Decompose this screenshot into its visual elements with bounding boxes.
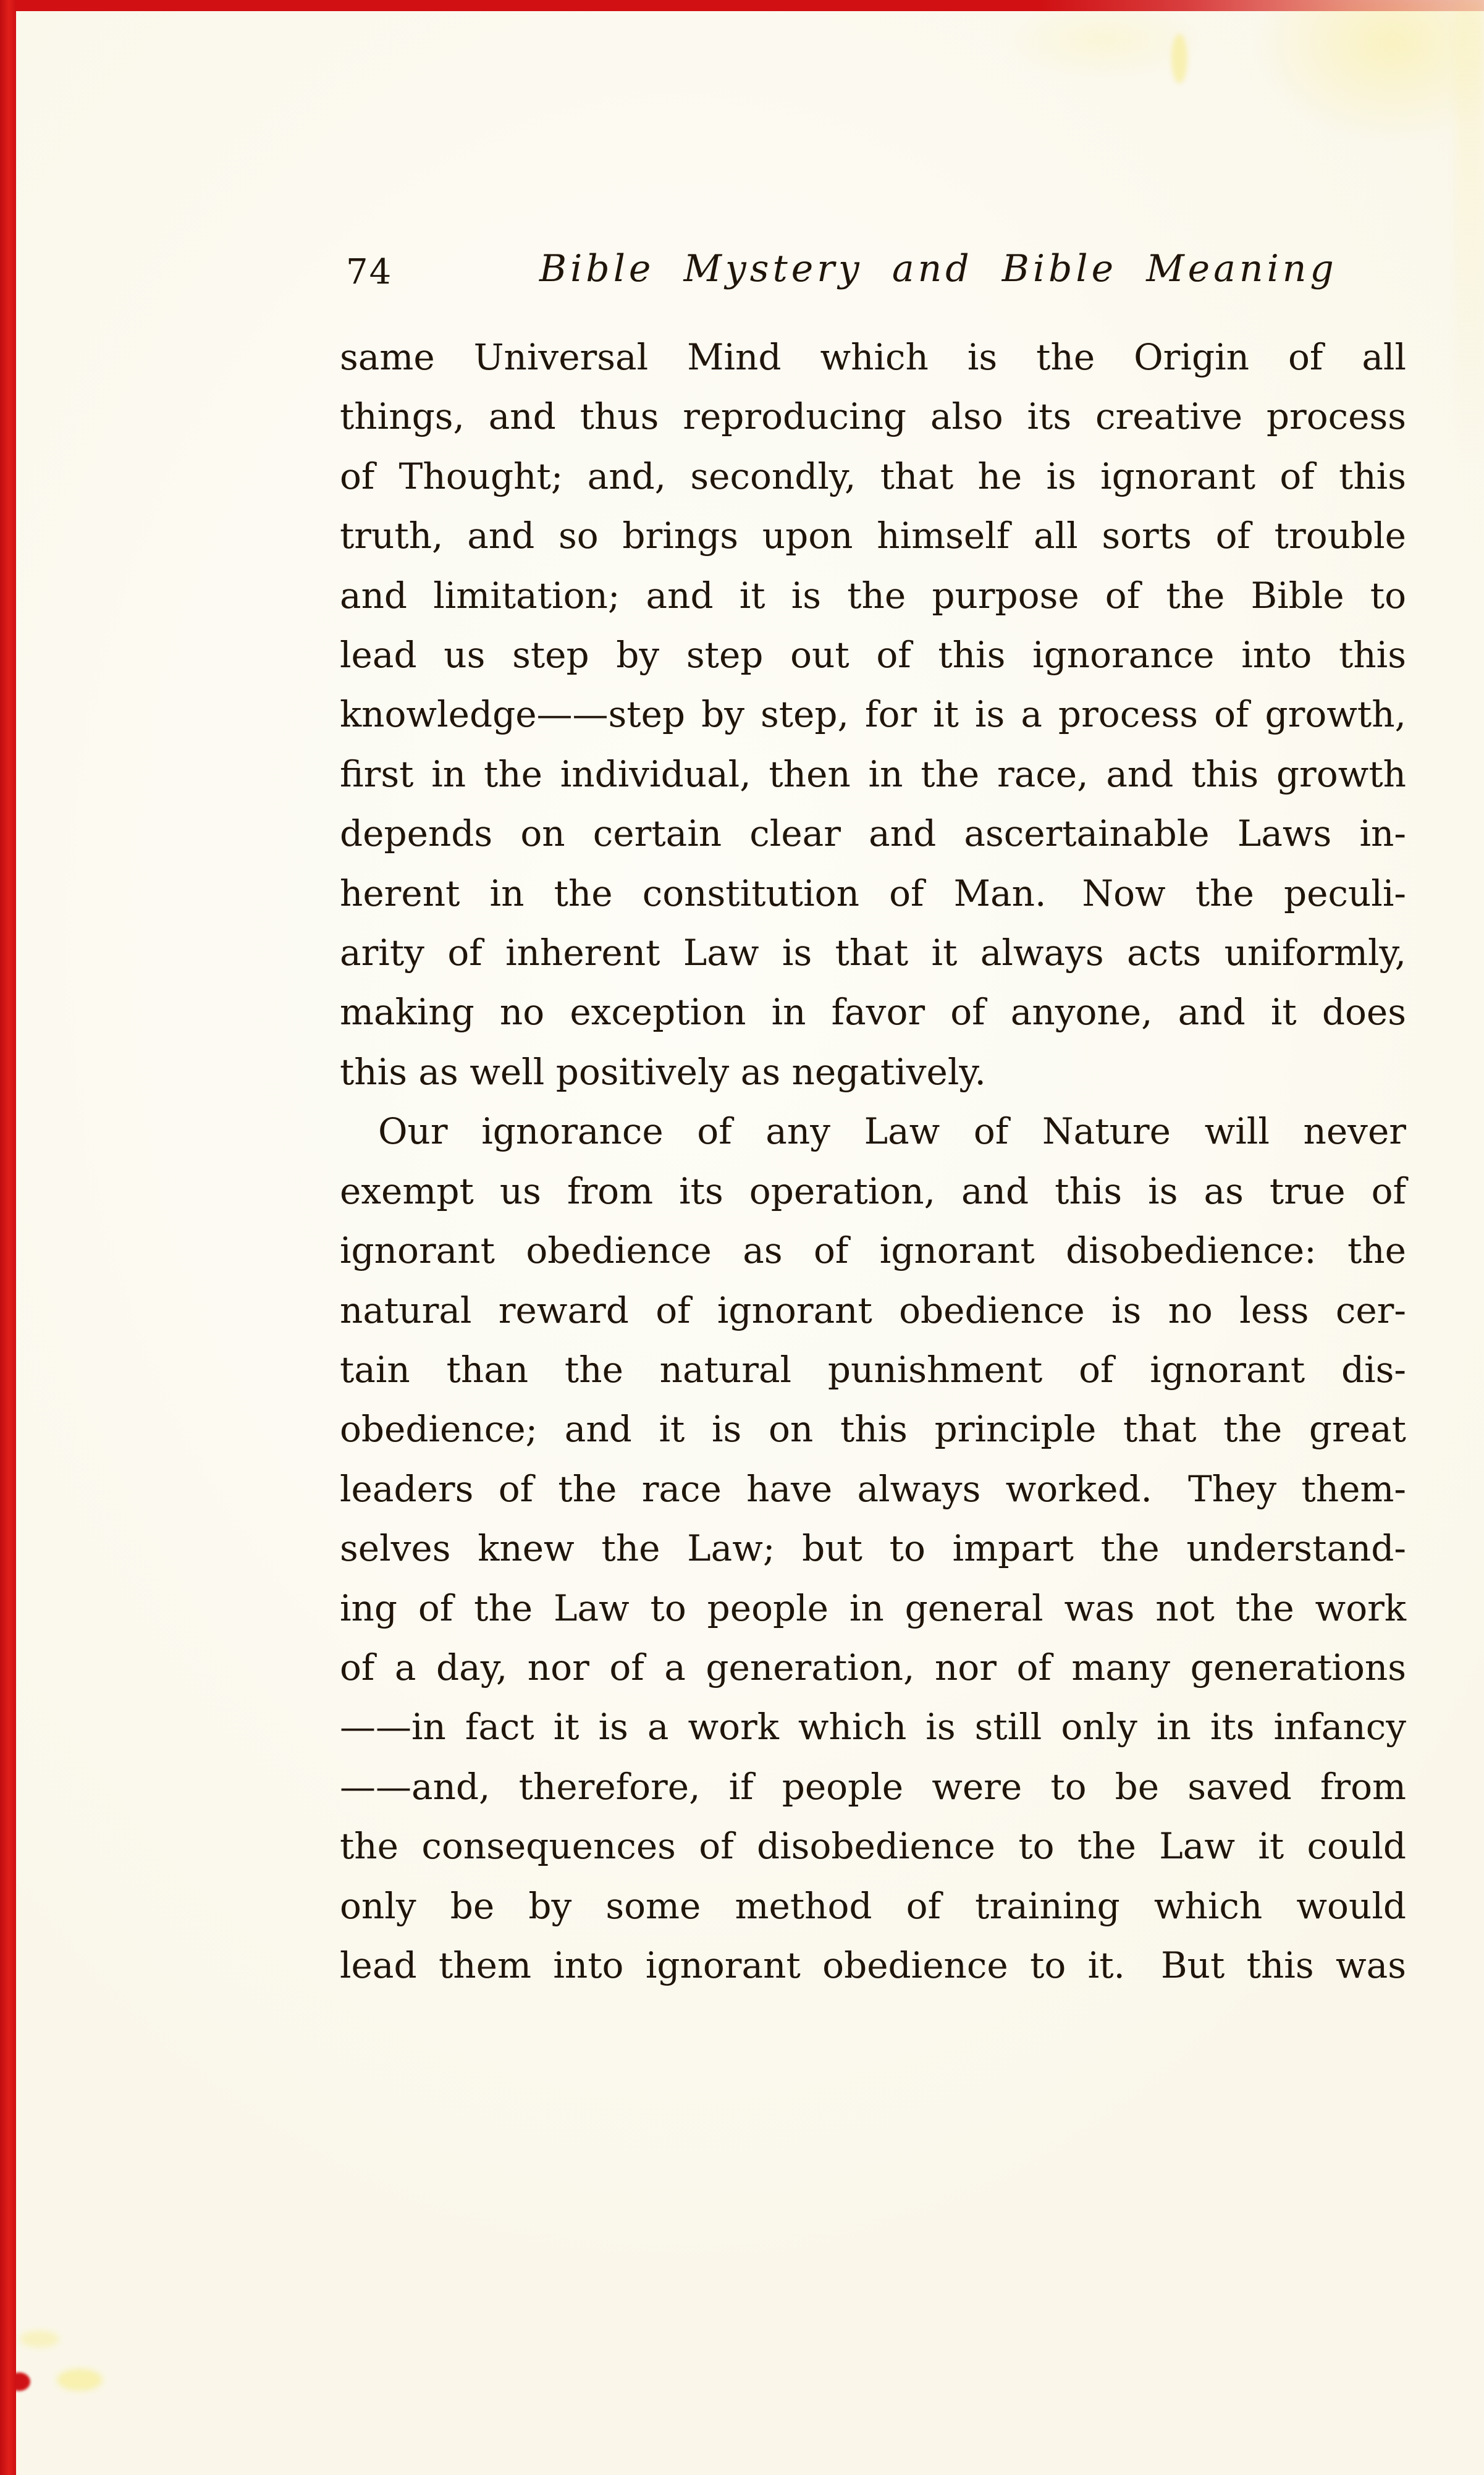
text-line: and limitation; and it is the purpose of the Bible to [340, 574, 1406, 617]
scan-edge-left [0, 0, 16, 2475]
text-line: tain than the natural punishment of ignorant dis- [340, 1348, 1406, 1391]
text-line: ing of the Law to people in general was not the work [340, 1587, 1406, 1629]
text-line: things, and thus reproducing also its creative process [340, 395, 1406, 438]
text-line: leaders of the race have always worked. They them- [340, 1467, 1406, 1510]
text-line: same Universal Mind which is the Origin of all [340, 336, 1406, 378]
text-line: the consequences of disobedience to the Law it could [340, 1825, 1406, 1868]
text-line: ——and, therefore, if people were to be saved from [340, 1765, 1406, 1808]
text-line: of Thought; and, secondly, that he is ignorant of this [340, 455, 1406, 497]
paper-stain-bottom-left-1 [20, 2330, 59, 2348]
text-line: making no exception in favor of anyone, and it does [340, 991, 1406, 1034]
text-line: ignorant obedience as of ignorant disobedience: the [340, 1229, 1406, 1272]
paper-stain-top [1001, 0, 1205, 80]
text-line: truth, and so brings upon himself all sorts of trouble [340, 515, 1406, 557]
text-line: exempt us from its operation, and this is as true of [340, 1170, 1406, 1212]
paper-stain-streak [1171, 34, 1187, 83]
page-number: 74 [346, 252, 393, 292]
text-line: of a day, nor of a generation, nor of many generations [340, 1646, 1406, 1689]
text-line: knowledge——step by step, for it is a process of growth, [340, 693, 1406, 736]
running-title: Bible Mystery and Bible Meaning [539, 247, 1338, 290]
text-line: lead them into ignorant obedience to it. But this was [340, 1944, 1406, 1986]
text-line: this as well positively as negatively. [340, 1050, 986, 1093]
paper-stain-bottom-left-2 [57, 2369, 103, 2391]
text-line: natural reward of ignorant obedience is no less cer- [340, 1289, 1406, 1331]
text-line: obedience; and it is on this principle that the great [340, 1408, 1406, 1451]
text-line: lead us step by step out of this ignorance into this [340, 634, 1406, 677]
text-line: only be by some method of training which would [340, 1884, 1406, 1927]
text-line: ——in fact it is a work which is still only in its infancy [340, 1706, 1406, 1748]
text-line: depends on certain clear and ascertainable Laws in- [340, 812, 1406, 855]
text-line: first in the individual, then in the race, and this growth [340, 753, 1406, 795]
paper-stain-top-right [1254, 0, 1484, 142]
paper-stain-right-edge [1456, 0, 1484, 470]
text-line: Our ignorance of any Law of Nature will never [378, 1110, 1406, 1153]
text-line: herent in the constitution of Man. Now the peculi- [340, 872, 1406, 914]
body-text-block [340, 327, 1406, 1995]
text-line: arity of inherent Law is that it always acts uniformly, [340, 932, 1406, 974]
scan-edge-top [0, 0, 1484, 11]
text-line: selves knew the Law; but to impart the understand- [340, 1527, 1406, 1570]
